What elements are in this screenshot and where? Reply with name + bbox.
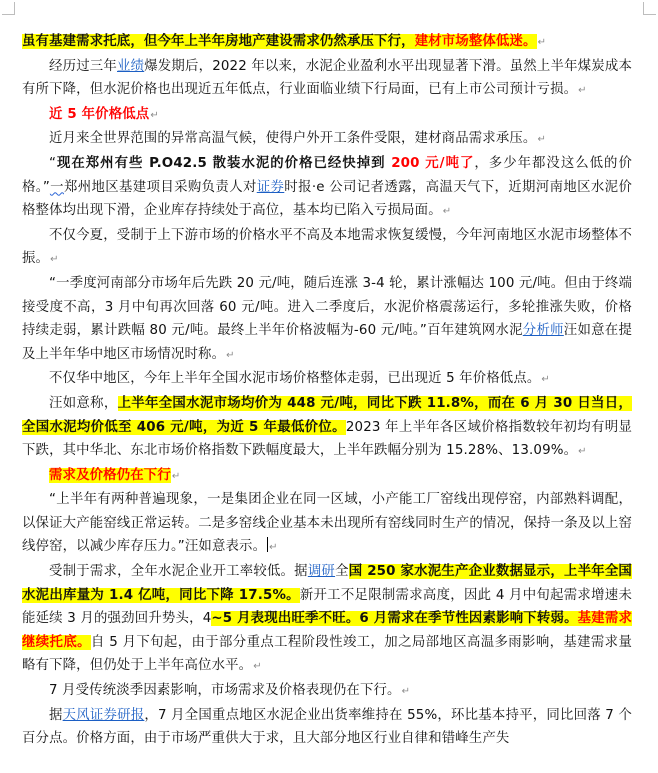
text-run: 国 250 家水泥生产企业数据显示，上半年全国水泥出库量为 1.4 亿吨，同比下降 17.5%。 bbox=[22, 564, 632, 603]
hyperlink-tianfeng-report[interactable]: 天风证券研报 bbox=[62, 707, 145, 723]
hyperlink-zhengquan[interactable]: 证券 bbox=[256, 179, 285, 195]
text-run: 上半年全国水泥市场均价为 448 元/吨，同比下跌 11.8%，而在 6 月 30 日当日，全国水泥均价低至 406 元/吨，为近 5 年最低价位。 bbox=[22, 395, 633, 435]
text-run: 全 bbox=[335, 564, 349, 580]
paragraph-mark: ↵ bbox=[50, 254, 59, 266]
text-run: 爆发期后，2022 年以来，水泥企业盈利水平出现显著下滑。虽然上半年煤炭成本有所下降，但水泥价格也出现近五年低点，行业面临业绩下行局面，已有上市公司预计亏损。 bbox=[22, 58, 632, 98]
text-run: 据 bbox=[49, 707, 63, 723]
text-run: 200 元/吨了 bbox=[391, 155, 475, 171]
text-run: 需求及价格仍在下行 bbox=[49, 467, 171, 483]
paragraph-mark: ↵ bbox=[269, 542, 278, 554]
text-run: “一季度河南部分市场年后先跌 20 元/吨，随后连涨 3-4 轮，累计涨幅达 100 元/吨。但由于终端接受度不高，3 月中旬再次回落 60 元/吨。进入二季度后，水泥价格震荡运行，多轮推涨失败，价格持续走弱，累计跌幅 80 元/吨。最终上半年价格波幅为-60 元/吨。”百年建筑网水泥 bbox=[22, 275, 632, 339]
paragraph-mark: ↵ bbox=[442, 206, 452, 218]
text-cursor bbox=[267, 537, 268, 552]
paragraph-9 bbox=[22, 392, 632, 464]
paragraph-8 bbox=[22, 367, 632, 392]
hyperlink-yeji[interactable]: 业绩 bbox=[117, 58, 145, 74]
hyperlink-fenxishi[interactable]: 分析师 bbox=[522, 323, 564, 339]
section-heading-price-low bbox=[22, 103, 632, 128]
hyperlink-diaoyan[interactable]: 调研 bbox=[307, 564, 336, 580]
paragraph-mark: ↵ bbox=[401, 686, 411, 698]
section-heading-demand bbox=[22, 464, 632, 489]
text-run: ，7 月全国重点地区水泥企业出货率维持在 55%，环比基本持平，同比回落 7 个百分点。价格方面，由于市场严重供大于求，且大部分地区行业自律和错峰生产失 bbox=[22, 707, 632, 747]
text-run: ~5 月表现出旺季不旺。6 月需求在季节性因素影响下转弱。 bbox=[211, 611, 578, 627]
text-run: 现在郑州有些 P.O42.5 散装水泥的价格已经快掉到 bbox=[56, 155, 392, 171]
paragraph-mark: ↵ bbox=[537, 134, 546, 146]
paragraph-mark: ↵ bbox=[578, 446, 587, 458]
paragraph-2 bbox=[22, 55, 632, 103]
paragraph-mark: ↵ bbox=[537, 37, 547, 48]
spellcheck-squiggle: 一 bbox=[49, 179, 64, 195]
paragraph-1-summary bbox=[22, 30, 632, 55]
text-run: 不仅今夏，受制于上下游市场的价格水平不高及本地需求恢复缓慢，今年河南地区水泥市场整体不振。 bbox=[22, 227, 632, 267]
text-run: “上半年有两种普遍现象，一是集团企业在同一区域，小产能工厂窑线出现停窑，内部熟料调配，以保证大产能窑线正常运转。二是多窑线企业基本未出现所有窑线同时生产的情况，保持一条及以上窑线停窑，以减少库存压力。”汪如意表示。 bbox=[22, 492, 632, 555]
text-run: 自 5 月下旬起，由于部分重点工程阶段性竣工，加之局部地区高温多雨影响，基建需求量略有下降，但仍处于上半年高位水平。 bbox=[22, 634, 632, 674]
text-run: ，多少年都没这么低的价格。” bbox=[22, 155, 632, 195]
text-run: 基建需求继续托底。 bbox=[22, 611, 632, 650]
paragraph-mark: ↵ bbox=[541, 374, 550, 386]
paragraph-7 bbox=[22, 272, 632, 367]
text-run: 2023 年上半年各区域价格指数较年初均有明显下跌，其中华北、东北市场价格指数下跌幅度最大，上半年跌幅分别为 15.28%、13.09%。 bbox=[22, 419, 632, 459]
document-body[interactable] bbox=[22, 30, 632, 751]
text-run: 汪如意称， bbox=[49, 395, 118, 411]
paragraph-13 bbox=[22, 679, 632, 704]
text-run: 新开工不足限制需求高度，因此 4 月中旬起需求增速未能延续 3 月的强劲回升势头，4 bbox=[22, 587, 632, 627]
text-run: 近 5 年价格低点 bbox=[49, 106, 150, 122]
paragraph-mark: ↵ bbox=[150, 109, 159, 121]
text-run: 经历过三年 bbox=[49, 58, 117, 74]
paragraph-14 bbox=[22, 704, 632, 751]
paragraph-mark: ↵ bbox=[226, 349, 235, 361]
paragraph-11 bbox=[22, 488, 632, 560]
text-run: 7 月受传统淡季因素影响，市场需求及价格表现仍在下行。 bbox=[49, 683, 401, 699]
text-run: 受制于需求，全年水泥企业开工率较低。据 bbox=[49, 564, 308, 580]
text-run: 近月来全世界范围的异常高温气候，使得户外开工条件受限，建材商品需求承压。 bbox=[49, 131, 537, 147]
paragraph-mark: ↵ bbox=[253, 661, 262, 673]
text-run: 时报·e 公司记者透露，高温天气下，近期河南地区水泥价格整体均出现下滑，企业库存持续处于高位，基本均已陷入亏损局面。 bbox=[22, 179, 632, 219]
text-run: 不仅华中地区，今年上半年全国水泥市场价格整体走弱，已出现近 5 年价格低点。 bbox=[49, 371, 541, 387]
paragraph-mark: ↵ bbox=[578, 85, 587, 97]
paragraph-mark: ↵ bbox=[171, 470, 181, 482]
page-corner-mark bbox=[2, 2, 15, 15]
text-run: “ bbox=[49, 155, 57, 171]
paragraph-12 bbox=[22, 560, 632, 679]
text-run: 郑州地区基建项目采购负责人对 bbox=[63, 179, 257, 195]
text-run: 虽有基建需求托底，但今年上半年房地产建设需求仍然承压下行， bbox=[22, 34, 415, 49]
text-run: 汪如意在提及上半年华中地区市场情况时称。 bbox=[22, 323, 633, 362]
paragraph-6 bbox=[22, 224, 632, 272]
paragraph-4 bbox=[22, 127, 632, 152]
page-corner-mark bbox=[643, 2, 656, 15]
paragraph-5 bbox=[22, 152, 632, 224]
text-run: 建材市场整体低迷。 bbox=[414, 34, 537, 49]
